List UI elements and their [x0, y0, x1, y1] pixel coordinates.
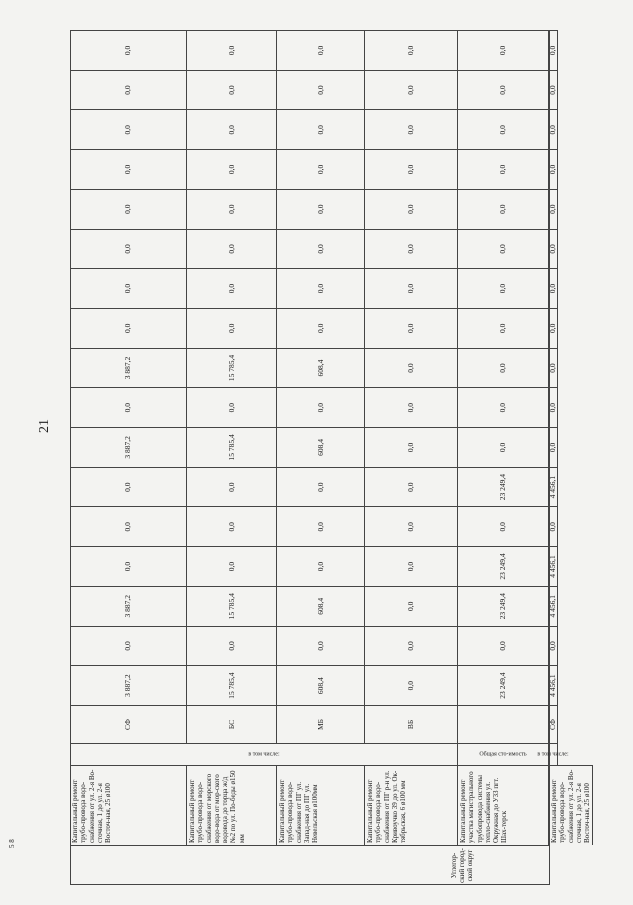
row-value [187, 308, 277, 348]
row-value [458, 546, 549, 586]
row-value-text: 0,0 [123, 482, 132, 492]
row-value [365, 586, 458, 626]
row-value [458, 506, 549, 546]
row-description-text: Капитальный ремонт трубо-провода водо-снабжения от ул. 2-я Во-сточная, 1 до ул. 2-я Восточ-ная, 25 ø100 [550, 769, 592, 843]
row-value-text: 3 887,2 [123, 356, 132, 380]
row-value-text: 15 785,4 [226, 354, 236, 382]
row-value-text: 0,0 [498, 522, 507, 532]
row-value [458, 467, 549, 507]
row-value-text: 0,0 [123, 403, 132, 413]
row-value [277, 268, 365, 308]
row-value-text: 0,0 [498, 125, 507, 135]
row-value-text: 0,0 [498, 641, 507, 651]
row-value [70, 308, 187, 348]
row-description-text: Капитальный ремонт трубо-провода водо-снабжения от ПГ ул. Запад-ная до ПГ ул. Невельская ø100мм [278, 779, 320, 843]
row-value [549, 665, 558, 705]
row-value [277, 427, 365, 467]
row-value-text: 3 887,2 [123, 595, 132, 618]
row-value [70, 229, 187, 269]
row-value [277, 149, 365, 189]
group-label-cell-text: Общая сто-имость [479, 751, 527, 758]
row-value [187, 626, 277, 666]
row-value-text: 0,0 [226, 45, 236, 56]
row-value-text: 0,0 [315, 561, 325, 572]
row-value [187, 506, 277, 546]
row-value-text: 0,0 [226, 204, 236, 214]
row-value-text: 0,0 [406, 363, 415, 373]
row-value [187, 30, 277, 70]
row-value [549, 268, 558, 308]
row-value-text: 0,0 [406, 641, 415, 651]
row-source-text: МБ [315, 719, 325, 730]
row-value [365, 427, 458, 467]
row-value-text: 0,0 [226, 125, 236, 135]
row-value [549, 546, 558, 586]
row-value [187, 467, 277, 507]
row-value [365, 189, 458, 229]
row-value-text: 23 249,4 [498, 593, 507, 620]
row-value [458, 268, 549, 308]
row-value-text: 0,0 [498, 204, 507, 214]
row-value-text: 0,0 [226, 323, 236, 333]
row-value-text: 0,0 [406, 45, 415, 56]
row-value [70, 427, 187, 467]
row-value-text: 0,0 [498, 164, 507, 175]
row-value [365, 387, 458, 427]
row-value-text: 0,0 [406, 522, 415, 532]
row-value-text: 0,0 [498, 363, 507, 373]
row-value [365, 665, 458, 705]
row-value-text: 0,0 [548, 45, 557, 56]
row-value [365, 506, 458, 546]
row-value-text: 0,0 [498, 45, 507, 56]
district-cell [70, 845, 550, 885]
row-value [277, 506, 365, 546]
row-value-text: 4 456,1 [548, 475, 557, 499]
row-value [549, 427, 558, 467]
row-value [549, 70, 558, 110]
row-value [70, 268, 187, 308]
row-value-text: 0,0 [548, 164, 557, 175]
row-source-text: СФ [123, 719, 132, 730]
row-source [365, 705, 458, 743]
footnote-mark: 5 8 [8, 839, 16, 848]
row-value-text: 0,0 [406, 482, 415, 492]
row-value [549, 149, 558, 189]
row-value-text: 0,0 [226, 482, 236, 492]
row-value [277, 308, 365, 348]
row-value-text: 0,0 [315, 204, 325, 214]
row-value-text: 0,0 [406, 601, 415, 611]
row-value [187, 70, 277, 110]
row-value-text: 0,0 [226, 403, 236, 413]
row-value-text: 0,0 [315, 482, 325, 492]
row-value [365, 229, 458, 269]
row-description [365, 765, 458, 845]
row-value [549, 308, 558, 348]
row-description-text: Капитальный ремонт трубо-провода водо-снабжения от ул. 2-я Во-сточная, 1 до ул. 2-я Восточ-ная, 25 ø100 [71, 769, 113, 843]
group-label-cell-text: в том числе: [537, 751, 569, 758]
row-value-text: 0,0 [123, 283, 132, 294]
row-value [365, 109, 458, 149]
row-value [277, 70, 365, 110]
row-value [187, 229, 277, 269]
row-source-text: СФ [548, 719, 557, 730]
row-value [549, 30, 558, 70]
row-value-text: 0,0 [226, 641, 236, 651]
row-value [277, 109, 365, 149]
row-value [70, 586, 187, 626]
row-value-text: 0,0 [406, 244, 415, 254]
row-value-text: 0,0 [406, 442, 415, 453]
row-value [277, 586, 365, 626]
row-value-text: 0,0 [315, 283, 325, 294]
row-value-text: 0,0 [548, 403, 557, 413]
row-value [549, 189, 558, 229]
row-value-text: 0,0 [548, 442, 557, 453]
row-value [277, 30, 365, 70]
row-value [458, 665, 549, 705]
group-label-cell [458, 743, 549, 765]
row-value [365, 348, 458, 388]
row-value [187, 387, 277, 427]
row-value-text: 0,0 [226, 561, 236, 572]
row-value-text: 0,0 [406, 680, 415, 691]
row-value [187, 348, 277, 388]
row-value [365, 467, 458, 507]
row-value-text: 0,0 [406, 125, 415, 135]
row-value [458, 109, 549, 149]
row-value-text: 0,0 [123, 125, 132, 135]
row-description [277, 765, 365, 845]
row-value [187, 149, 277, 189]
row-value-text: 608,4 [315, 677, 325, 695]
row-value-text: 3 887,2 [123, 674, 132, 697]
row-value [277, 189, 365, 229]
row-value [187, 427, 277, 467]
row-value-text: 0,0 [315, 403, 325, 413]
row-value-text: 23 249,4 [498, 553, 507, 580]
row-value-text: 0,0 [226, 85, 236, 95]
row-value-text: 0,0 [226, 164, 236, 175]
row-description [549, 765, 593, 845]
row-value [187, 189, 277, 229]
row-value-text: 0,0 [123, 204, 132, 214]
row-value [187, 586, 277, 626]
row-value [70, 149, 187, 189]
row-value-text: 0,0 [548, 283, 557, 294]
row-value [458, 229, 549, 269]
row-value [70, 467, 187, 507]
row-value-text: 4 456,1 [548, 674, 557, 697]
row-value-text: 0,0 [315, 45, 325, 56]
row-value-text: 0,0 [406, 561, 415, 572]
row-value [458, 427, 549, 467]
row-value-text: 0,0 [315, 125, 325, 135]
row-value [187, 546, 277, 586]
row-value [70, 626, 187, 666]
row-value-text: 0,0 [123, 45, 132, 56]
row-value-text: 0,0 [498, 283, 507, 294]
row-value [365, 308, 458, 348]
row-value-text: 0,0 [123, 641, 132, 651]
row-value-text: 0,0 [498, 442, 507, 453]
row-value-text: 608,4 [315, 359, 325, 377]
row-value-text: 0,0 [498, 403, 507, 413]
row-value [277, 546, 365, 586]
row-value [458, 189, 549, 229]
row-value [70, 109, 187, 149]
row-value [70, 665, 187, 705]
district-cell-text: Углегор-ский город-ской округ [450, 848, 474, 883]
row-source-text: БС [226, 719, 236, 730]
row-value-text: 15 785,4 [226, 593, 236, 620]
row-value-text: 0,0 [548, 204, 557, 214]
row-value [70, 506, 187, 546]
row-value [277, 348, 365, 388]
row-value [549, 109, 558, 149]
row-source-text: ВБ [406, 719, 415, 730]
row-source [70, 705, 187, 743]
row-value [549, 626, 558, 666]
row-value [365, 268, 458, 308]
row-value-text: 0,0 [548, 522, 557, 532]
row-source [549, 705, 558, 743]
row-description [187, 765, 277, 845]
row-value-text: 608,4 [315, 597, 325, 615]
row-value [458, 30, 549, 70]
row-value [187, 665, 277, 705]
row-value-text: 0,0 [315, 323, 325, 333]
row-value-text: 0,0 [406, 403, 415, 413]
row-value [549, 229, 558, 269]
row-source [277, 705, 365, 743]
row-value [458, 387, 549, 427]
row-value-text: 15 785,4 [226, 434, 236, 461]
row-source [458, 705, 549, 743]
row-value-text: 0,0 [548, 244, 557, 254]
row-value-text: 0,0 [406, 164, 415, 175]
row-value [549, 586, 558, 626]
row-value [458, 348, 549, 388]
row-value [549, 387, 558, 427]
row-value [458, 626, 549, 666]
row-value-text: 0,0 [498, 323, 507, 333]
row-value-text: 23 249,4 [498, 474, 507, 501]
row-source [187, 705, 277, 743]
row-value-text: 4 456,1 [548, 595, 557, 618]
row-description-text: Капитальный ремонт участка магистрального трубопровода системы тепло-снабжения ул. Окружная до УЗЗ пгт. Шах-терск [459, 771, 509, 843]
row-value-text: 0,0 [406, 204, 415, 214]
row-value [458, 70, 549, 110]
row-value-text: 3 887,2 [123, 436, 132, 459]
row-value-text: 0,0 [548, 85, 557, 95]
row-value [70, 546, 187, 586]
row-value-text: 0,0 [123, 164, 132, 175]
row-description-text: Капитальный ремонт трубо-провода водо-снабжения от ПГ р-н ул. Кривоучко 39 до ул. Ок-тябрьская, 6 ø100 мм [366, 770, 408, 843]
row-value [187, 268, 277, 308]
row-description-text: Капитальный ремонт трубо-провода водо-снабжения от морского водо-вода от мор-ского водовода до торца ж/д №2 по ул. По-беды ø150 мм [188, 770, 246, 843]
row-value [70, 30, 187, 70]
row-value-text: 0,0 [226, 244, 236, 254]
page-number: 21 [37, 419, 52, 433]
row-value-text: 0,0 [315, 641, 325, 651]
row-value-text: 0,0 [315, 164, 325, 175]
row-value [277, 665, 365, 705]
row-value-text: 0,0 [315, 244, 325, 254]
row-value-text: 0,0 [406, 323, 415, 333]
row-value-text: 0,0 [406, 283, 415, 294]
row-value [277, 467, 365, 507]
row-value [365, 30, 458, 70]
row-value [70, 348, 187, 388]
row-value-text: 0,0 [123, 561, 132, 572]
row-value-text: 0,0 [548, 641, 557, 651]
group-label-cell [70, 743, 458, 765]
row-value-text: 0,0 [548, 363, 557, 373]
row-value [549, 348, 558, 388]
row-value-text: 0,0 [548, 125, 557, 135]
group-label-cell [537, 743, 569, 765]
row-value-text: 0,0 [123, 522, 132, 532]
row-value [70, 70, 187, 110]
row-value-text: 0,0 [123, 244, 132, 254]
row-value [458, 149, 549, 189]
row-value [277, 626, 365, 666]
row-description [70, 765, 187, 845]
row-value-text: 15 785,4 [226, 672, 236, 699]
row-value [365, 546, 458, 586]
row-description [458, 765, 549, 845]
row-value [277, 387, 365, 427]
group-label-cell-text: в том числе: [247, 751, 280, 758]
row-value [549, 506, 558, 546]
row-value [365, 149, 458, 189]
row-value [458, 586, 549, 626]
row-value-text: 4 456,1 [548, 555, 557, 578]
row-value-text: 0,0 [226, 283, 236, 294]
row-value-text: 0,0 [315, 522, 325, 532]
row-value [365, 70, 458, 110]
row-value-text: 0,0 [226, 522, 236, 532]
row-value [549, 467, 558, 507]
row-value-text: 0,0 [498, 85, 507, 95]
budget-table [70, 30, 592, 885]
row-value [70, 189, 187, 229]
row-value [70, 387, 187, 427]
row-value [187, 109, 277, 149]
row-value-text: 0,0 [406, 85, 415, 95]
row-value [458, 308, 549, 348]
row-value-text: 0,0 [548, 323, 557, 333]
row-value-text: 23 249,4 [498, 672, 507, 699]
row-value-text: 0,0 [123, 85, 132, 95]
row-value-text: 608,4 [315, 438, 325, 456]
row-value-text: 0,0 [498, 244, 507, 254]
row-value-text: 0,0 [123, 323, 132, 333]
row-value [277, 229, 365, 269]
row-value [365, 626, 458, 666]
row-value-text: 0,0 [315, 85, 325, 95]
